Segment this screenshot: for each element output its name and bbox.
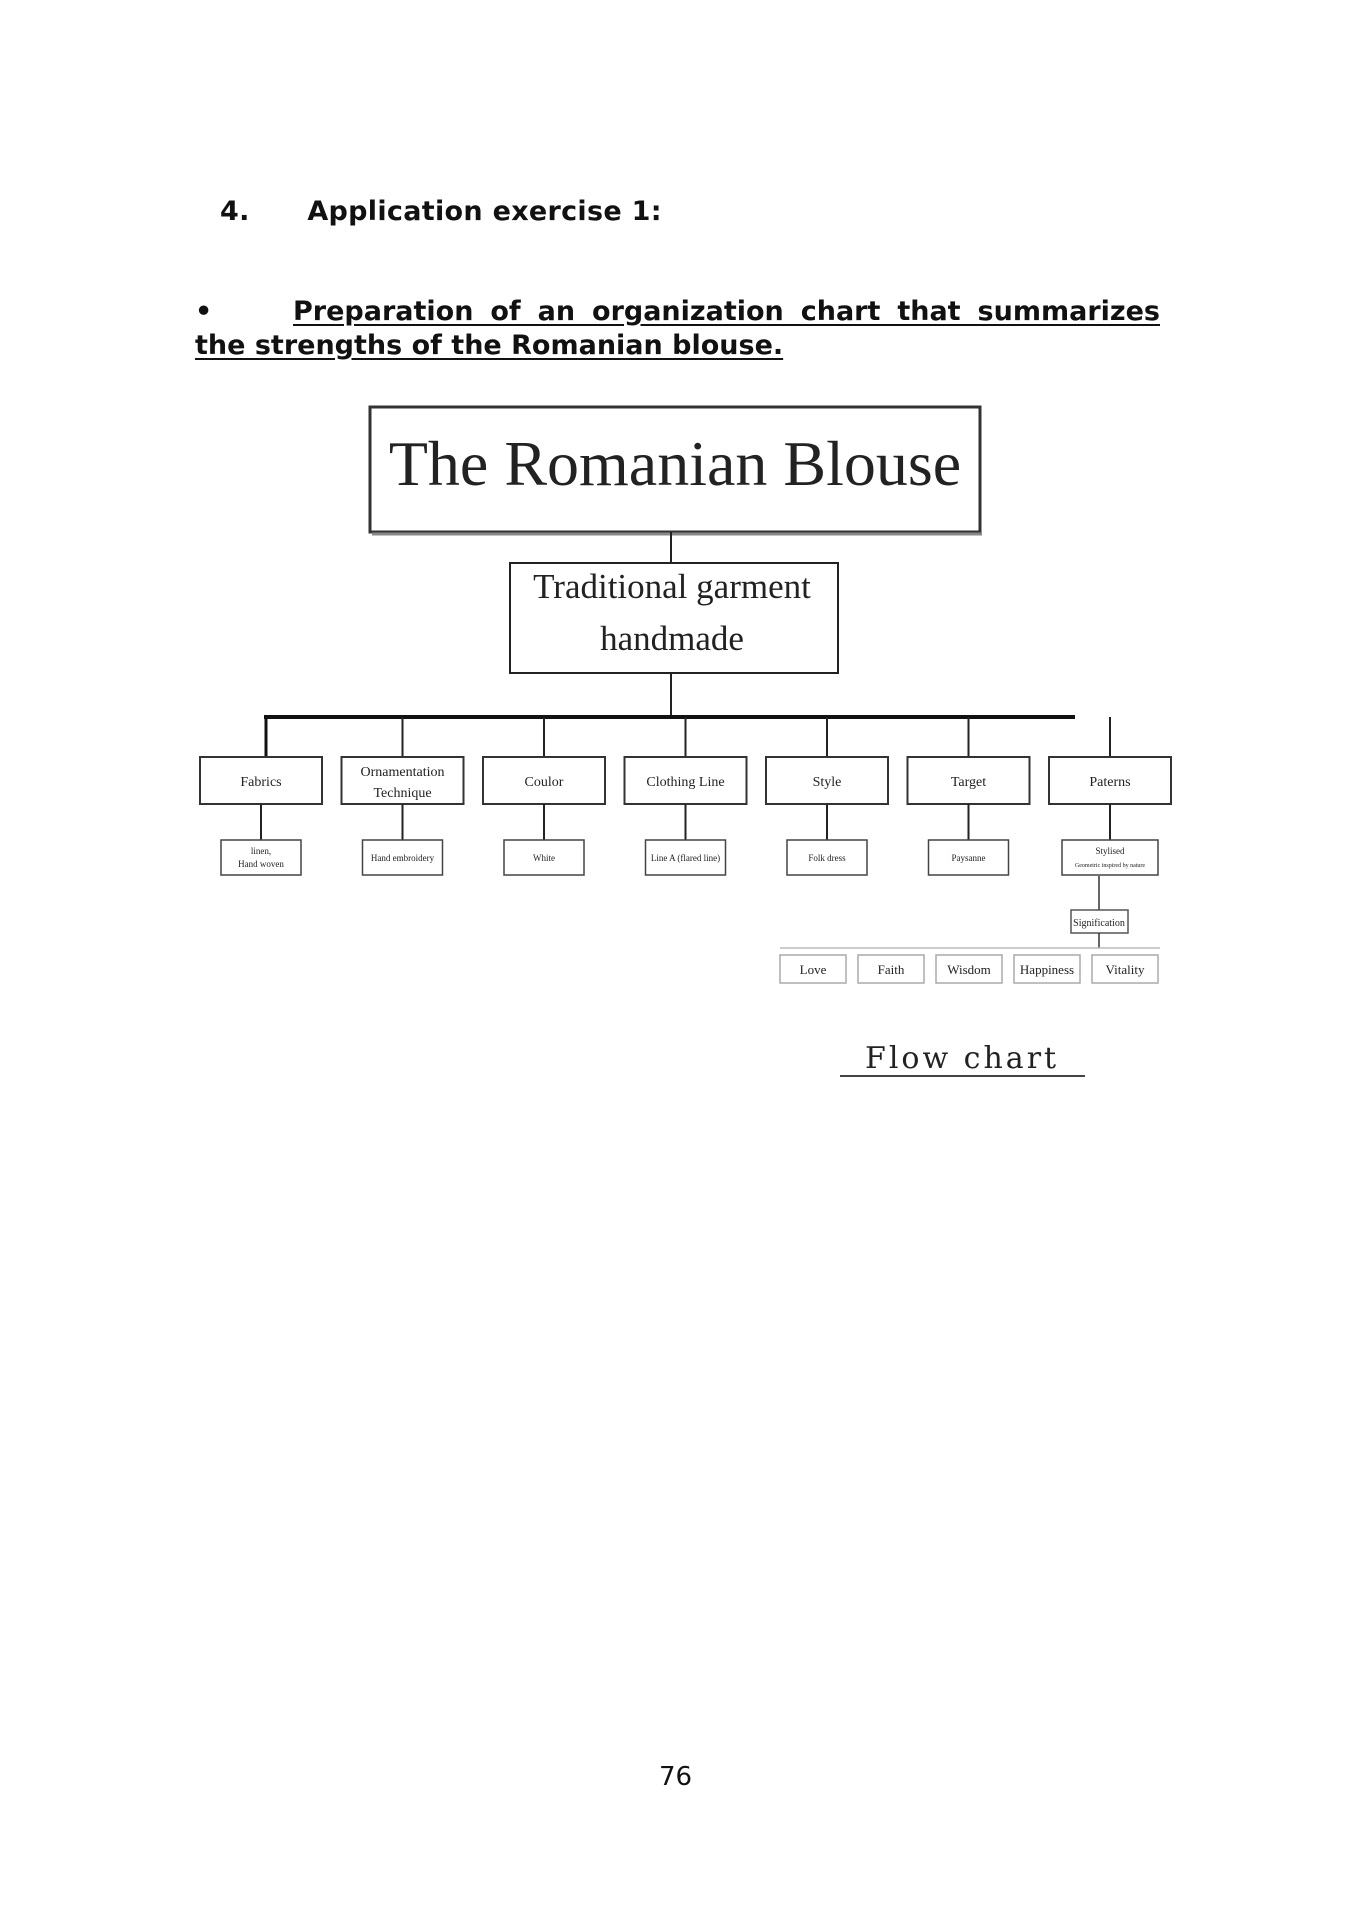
category-label: Ornamentation bbox=[360, 765, 445, 780]
category-label: Clothing Line bbox=[646, 775, 725, 790]
detail-label: Folk dress bbox=[808, 853, 846, 863]
detail-label-line2: Hand woven bbox=[238, 859, 284, 869]
category-label: Paterns bbox=[1089, 775, 1131, 790]
detail-label: Paysanne bbox=[951, 853, 986, 863]
bullet-icon: • bbox=[195, 296, 213, 327]
detail-label: linen, bbox=[250, 846, 272, 856]
detail-label: Hand embroidery bbox=[370, 853, 435, 863]
section-number: 4. bbox=[220, 196, 250, 227]
detail-label-line2: Geometric inspired by nature bbox=[1074, 863, 1146, 869]
category-label: Style bbox=[812, 775, 842, 790]
page-number: 76 bbox=[658, 1762, 693, 1792]
meaning-label: Love bbox=[799, 962, 827, 977]
category-label: Fabrics bbox=[240, 775, 282, 790]
section-title: Application exercise 1: bbox=[307, 196, 662, 227]
task-text: Preparation of an organization chart that summarizes the strengths of the Romanian blouse. bbox=[195, 296, 1160, 361]
detail-label: White bbox=[533, 853, 555, 863]
detail-label: Line A (flared line) bbox=[650, 853, 721, 863]
meaning-label: Wisdom bbox=[947, 962, 991, 977]
category-label: Coulor bbox=[524, 775, 564, 790]
category-group bbox=[200, 717, 1171, 875]
signification-label: Signification bbox=[1073, 918, 1125, 929]
meaning-label: Faith bbox=[877, 962, 905, 977]
subtitle-line2: handmade bbox=[600, 619, 744, 658]
meaning-label: Vitality bbox=[1105, 962, 1145, 977]
category-label-line2: Technique bbox=[373, 786, 432, 801]
category-label: Target bbox=[950, 775, 987, 790]
subtitle-line1: Traditional garment bbox=[533, 567, 811, 606]
root-title: The Romanian Blouse bbox=[388, 428, 962, 499]
detail-label: Stylised bbox=[1095, 846, 1125, 856]
flowchart-caption: Flow chart bbox=[865, 1041, 1060, 1076]
meaning-label: Happiness bbox=[1019, 962, 1075, 977]
meanings-group bbox=[780, 955, 1158, 983]
